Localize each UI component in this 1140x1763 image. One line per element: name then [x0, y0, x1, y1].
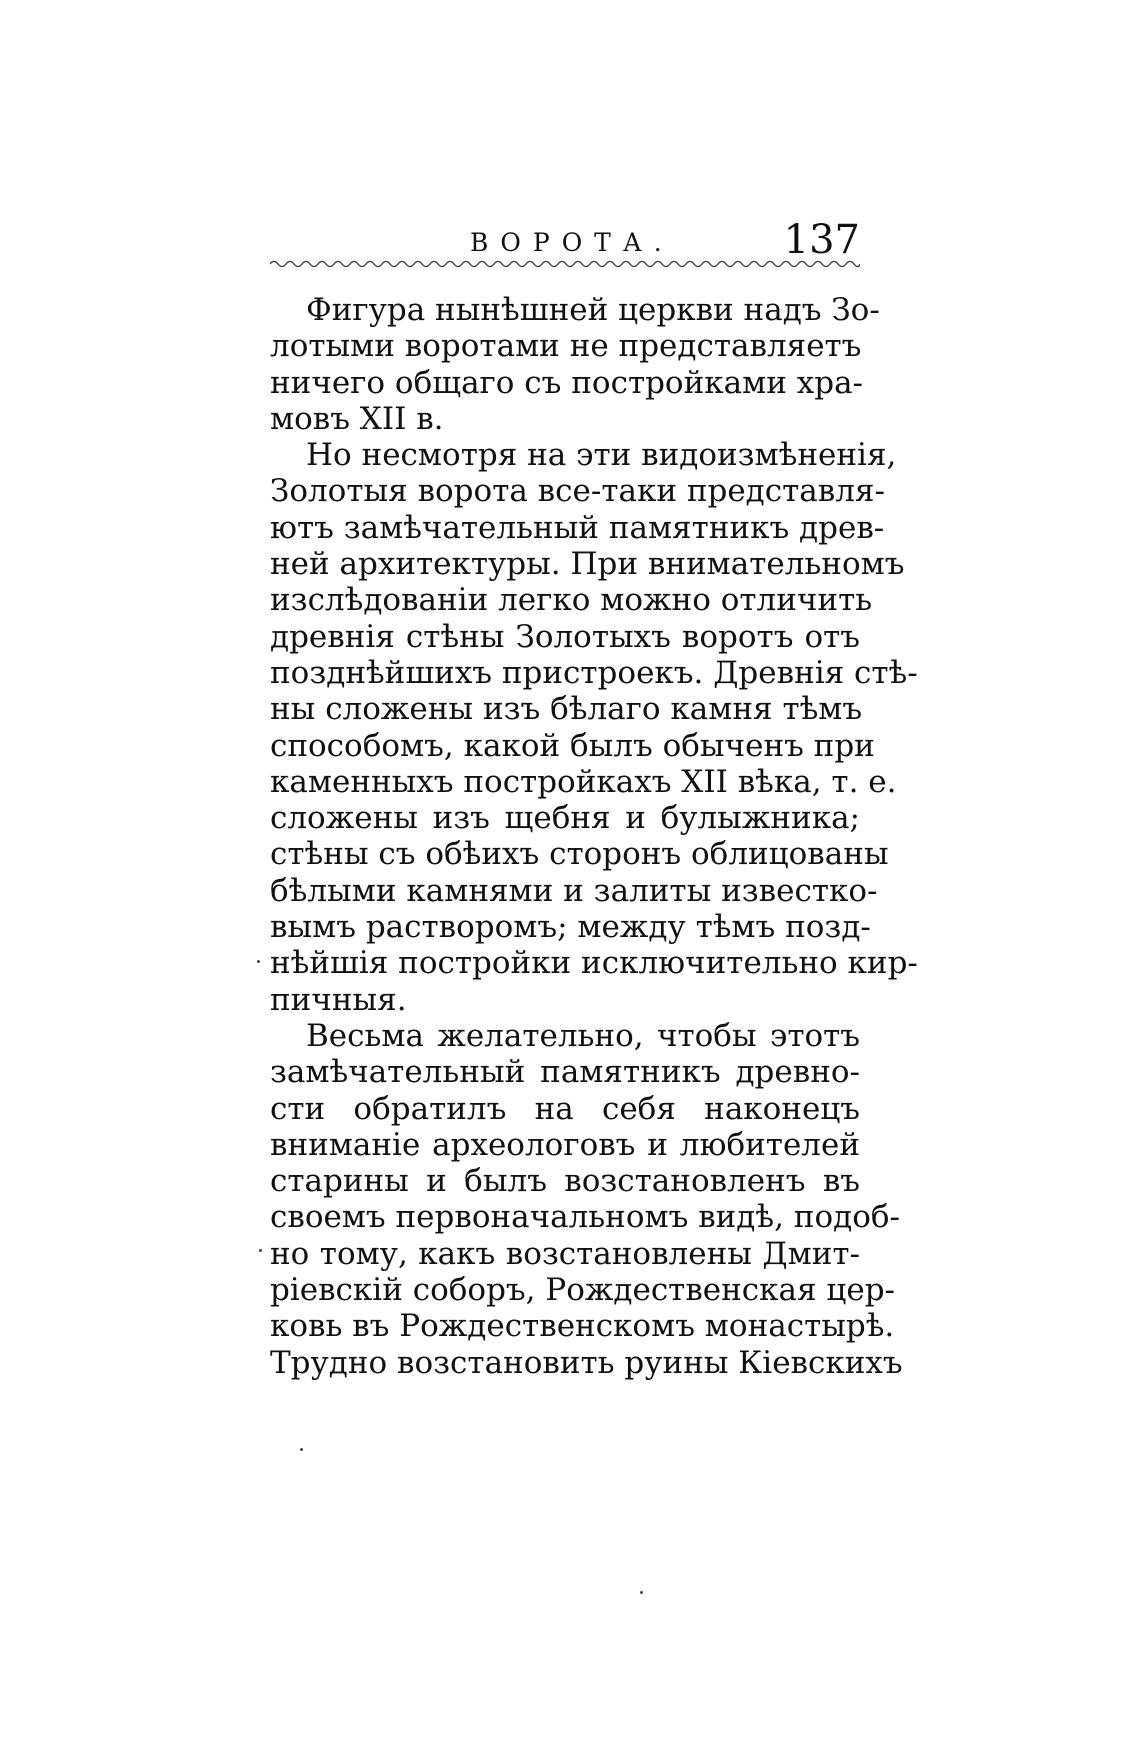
- text-line: сложены изъ щебня и булыжника;: [270, 800, 860, 837]
- text-line: Но несмотря на эти видоизмѣненія,: [306, 437, 897, 474]
- text-line: своемъ первоначальномъ видѣ, подоб-: [270, 1199, 901, 1236]
- text-line: старины и былъ возстановленъ въ: [270, 1163, 860, 1200]
- print-speck: [259, 1249, 262, 1252]
- text-line: Золотыя ворота все-таки представля-: [270, 473, 885, 510]
- text-line: вниманіе археологовъ и любителей: [270, 1126, 860, 1163]
- text-line: сти обратилъ на себя наконецъ: [270, 1090, 860, 1127]
- text-line: Весьма желательно, чтобы этотъ: [306, 1017, 860, 1054]
- running-head: [270, 218, 860, 268]
- text-line: ничего общаго съ постройками хра-: [270, 364, 864, 401]
- text-line: изслѣдованіи легко можно отличить: [270, 582, 873, 619]
- text-line: лотыми воротами не представляетъ: [270, 328, 862, 365]
- paragraph-2: [270, 437, 918, 1018]
- ornamental-wavy-rule: [270, 258, 860, 270]
- text-line: мовъ XII в.: [270, 400, 444, 437]
- print-speck: [257, 960, 260, 963]
- text-line: но тому, какъ возстановлены Дмит-: [270, 1235, 860, 1272]
- print-speck: [300, 1448, 303, 1451]
- text-line: способомъ, какой былъ обыченъ при: [270, 727, 875, 764]
- text-line: Фигура нынѣшней церкви надъ Зо-: [306, 292, 880, 328]
- text-line: ней архитектуры. При внимательномъ: [270, 546, 905, 583]
- paragraph-1: [270, 292, 880, 437]
- paragraph-3: [270, 1017, 903, 1381]
- text-line: стѣны съ обѣихъ сторонъ облицованы: [270, 836, 889, 873]
- running-title: ВОРОТА.: [470, 228, 674, 257]
- text-line: ны сложены изъ бѣлаго камня тѣмъ: [270, 691, 863, 728]
- text-line: каменныхъ постройкахъ XII вѣка, т. е.: [270, 763, 897, 800]
- text-line: бѣлыми камнями и залиты известко-: [270, 872, 878, 909]
- text-line: ковь въ Рождественскомъ монастырѣ.: [270, 1308, 895, 1345]
- page-number: 137: [783, 217, 860, 263]
- text-line: Трудно возстановить руины Кіевскихъ: [270, 1344, 903, 1381]
- text-line: ютъ замѣчательный памятникъ древ-: [270, 509, 885, 546]
- text-line: позднѣйшихъ пристроекъ. Древнія стѣ-: [270, 654, 918, 691]
- text-line: древнія стѣны Золотыхъ воротъ отъ: [270, 618, 860, 655]
- text-line: нѣйшія постройки исключительно кир-: [270, 945, 918, 982]
- text-line: замѣчательный памятникъ древно-: [270, 1054, 860, 1091]
- text-line: пичныя.: [270, 981, 407, 1018]
- body-text: [270, 292, 918, 1381]
- text-line: ріевскій соборъ, Рождественская цер-: [270, 1272, 896, 1309]
- print-speck: [640, 1591, 643, 1594]
- text-line: вымъ растворомъ; между тѣмъ позд-: [270, 909, 871, 946]
